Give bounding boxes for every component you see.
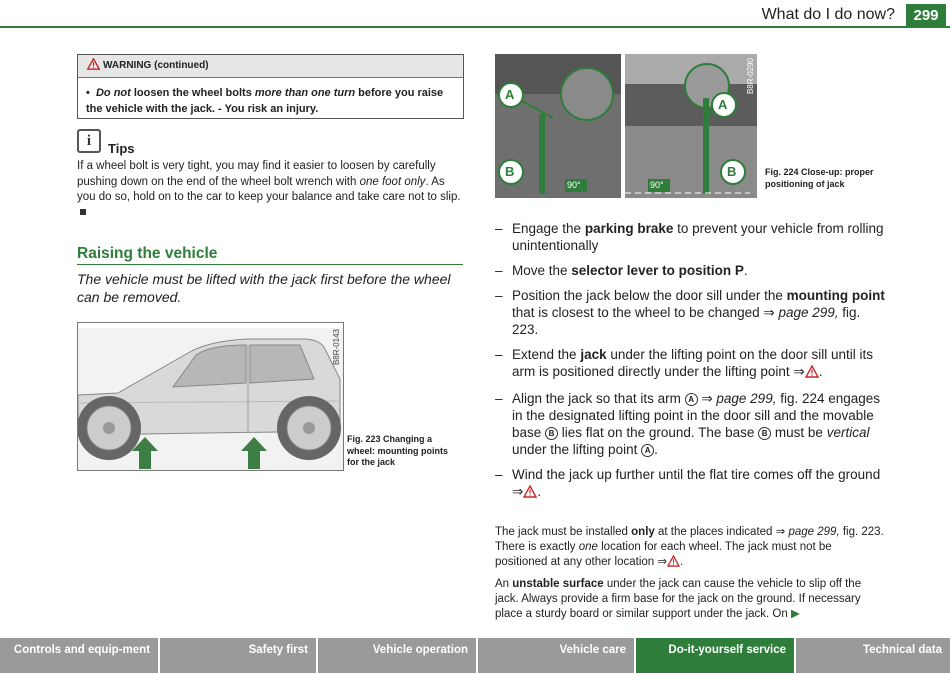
- step-italic: vertical: [826, 425, 870, 440]
- tab-safety-first[interactable]: Safety first: [160, 638, 318, 673]
- section-title: Raising the vehicle: [77, 245, 218, 262]
- para-bold: unstable surface: [512, 578, 604, 590]
- step-text: Engage the: [512, 221, 585, 236]
- step-text: .: [743, 263, 748, 278]
- warning-heading: WARNING (continued): [103, 60, 209, 71]
- list-item: [495, 262, 885, 279]
- warning-do-not: Do not: [95, 87, 131, 99]
- step-text: engages in the designated lifting point in the door sill and the movable base: [512, 391, 881, 440]
- step-text: fig. 224: [776, 391, 825, 406]
- step-text: under the lifting point on the door sill until its arm is positioned directly under the lifting point: [512, 347, 874, 379]
- page-link[interactable]: ⇒ page 299,: [775, 526, 840, 538]
- tips-text-1: If a wheel bolt is very tight, you may find it easier to loosen by carefully pushing down on the end of the wheel bolt wrench with: [77, 160, 436, 188]
- page-link[interactable]: ⇒ page 299,: [763, 305, 839, 320]
- step-text: to prevent your vehicle from rolling unintentionally: [512, 221, 884, 253]
- chapter-nav: [0, 638, 950, 673]
- para-bold: only: [631, 526, 655, 538]
- para-text: fig. 223. There is exactly: [495, 526, 884, 553]
- fig224-label-a-right: A: [718, 97, 728, 112]
- para-text: under the jack can cause the vehicle to slip off the jack. Always provide a firm base for the jack on the ground. If necessary place a sturdy board or similar support under the jack. On: [495, 578, 862, 620]
- figure-223: [77, 322, 344, 471]
- tab-technical-data[interactable]: Technical data: [796, 638, 950, 673]
- warning-header: [78, 55, 463, 78]
- section-intro: The vehicle must be lifted with the jack first before the wheel can be removed.: [77, 271, 451, 305]
- step-text: Position the jack below the door sill under the: [512, 288, 787, 303]
- next-page-arrow-icon[interactable]: ▶: [790, 608, 800, 620]
- para-text: at the places indicated: [654, 526, 776, 538]
- warning-more: more than one turn: [254, 87, 356, 99]
- step-text: that is closest to the wheel to be changed: [512, 305, 764, 320]
- warning-box: [77, 54, 464, 119]
- label-b-circle: B: [545, 427, 558, 440]
- step-bold: parking brake: [584, 221, 674, 236]
- tips-text: [77, 159, 465, 221]
- para-text: location for each wheel. The jack must not be positioned at any other location: [495, 541, 832, 568]
- header-rule: [0, 26, 950, 28]
- step-text: must be: [771, 425, 827, 440]
- label-b-circle: B: [758, 427, 771, 440]
- fig224-label-b-left: B: [505, 164, 515, 179]
- step-bold: selector lever to position P: [571, 263, 744, 278]
- fig224-angle-left: 90°: [567, 180, 581, 190]
- arrow: ⇒: [657, 556, 668, 568]
- tab-vehicle-operation[interactable]: Vehicle operation: [318, 638, 478, 673]
- step-text: .: [537, 484, 542, 499]
- fig224-label-a-left: A: [505, 87, 515, 102]
- tab-controls-and-equipment[interactable]: Controls and equip-ment: [0, 638, 160, 673]
- figure-224-caption: Fig. 224 Close-up: proper positioning of jack: [765, 167, 874, 189]
- para-text: .: [680, 556, 684, 568]
- warning-text: [78, 78, 463, 117]
- warning-text-1: loosen the wheel bolts: [130, 87, 255, 99]
- tips-text-italic: one foot only: [359, 175, 426, 188]
- para-text: The jack must be installed: [495, 526, 632, 538]
- step-text: Move the: [512, 263, 572, 278]
- step-text: .: [654, 442, 658, 457]
- warning-triangle-icon: [87, 57, 100, 79]
- step-text: fig. 223.: [512, 305, 861, 337]
- arrow: ⇒: [793, 364, 805, 379]
- paragraph-jack-location: [495, 525, 885, 572]
- page-link[interactable]: ⇒ page 299,: [697, 391, 777, 406]
- fig224-angle-right: 90°: [650, 180, 664, 190]
- step-text: Wind the jack up further until the flat tire comes off the ground: [512, 467, 881, 482]
- warning-triangle-icon[interactable]: [523, 485, 537, 502]
- tab-vehicle-care[interactable]: Vehicle care: [478, 638, 636, 673]
- page-number: 299: [906, 4, 946, 28]
- section-rule: [77, 264, 463, 265]
- step-text: under the lifting point: [512, 442, 642, 457]
- list-item: [495, 220, 885, 254]
- list-item: [495, 390, 885, 458]
- step-text: .: [818, 364, 823, 379]
- tab-do-it-yourself-service[interactable]: Do-it-yourself service: [636, 638, 796, 673]
- para-text: An: [495, 578, 513, 590]
- list-item: [495, 466, 885, 502]
- warning-triangle-icon[interactable]: [805, 365, 819, 382]
- step-text: Align the jack so that its arm: [512, 391, 685, 406]
- end-square-icon: [80, 209, 86, 215]
- step-list: [495, 220, 885, 510]
- step-text: lies flat on the ground. The base: [558, 425, 759, 440]
- paragraph-unstable-surface: [495, 577, 885, 622]
- page-header-title: What do I do now?: [761, 6, 895, 23]
- step-bold: jack: [580, 347, 607, 362]
- step-text: Extend the: [512, 347, 581, 362]
- car-side-illustration: [78, 323, 343, 470]
- para-italic: one: [578, 541, 598, 553]
- arrow: ⇒: [512, 484, 524, 499]
- figure-code: B8R-0143: [332, 329, 341, 366]
- list-item: [495, 346, 885, 382]
- figure-224: [495, 54, 757, 198]
- fig224-label-b-right: B: [727, 164, 737, 179]
- label-a-circle: A: [685, 393, 698, 406]
- info-icon: i: [77, 129, 101, 153]
- list-item: [495, 287, 885, 338]
- tips-title: Tips: [108, 141, 135, 156]
- label-a-circle: A: [641, 444, 654, 457]
- bullet: •: [86, 87, 90, 99]
- warning-triangle-icon[interactable]: [667, 555, 680, 572]
- jack-closeup-illustration: [495, 54, 757, 198]
- warning-text-2: before you raise the vehicle with the jack. - You risk an injury.: [86, 87, 444, 115]
- figure-223-caption: Fig. 223 Changing a wheel: mounting points for the jack: [347, 434, 448, 467]
- figure-code: B8R-0290: [746, 58, 755, 95]
- step-bold: mounting point: [786, 288, 885, 303]
- tips-text-2: . As you do so, hold on to the car to keep your balance and take care not to slip.: [77, 175, 461, 203]
